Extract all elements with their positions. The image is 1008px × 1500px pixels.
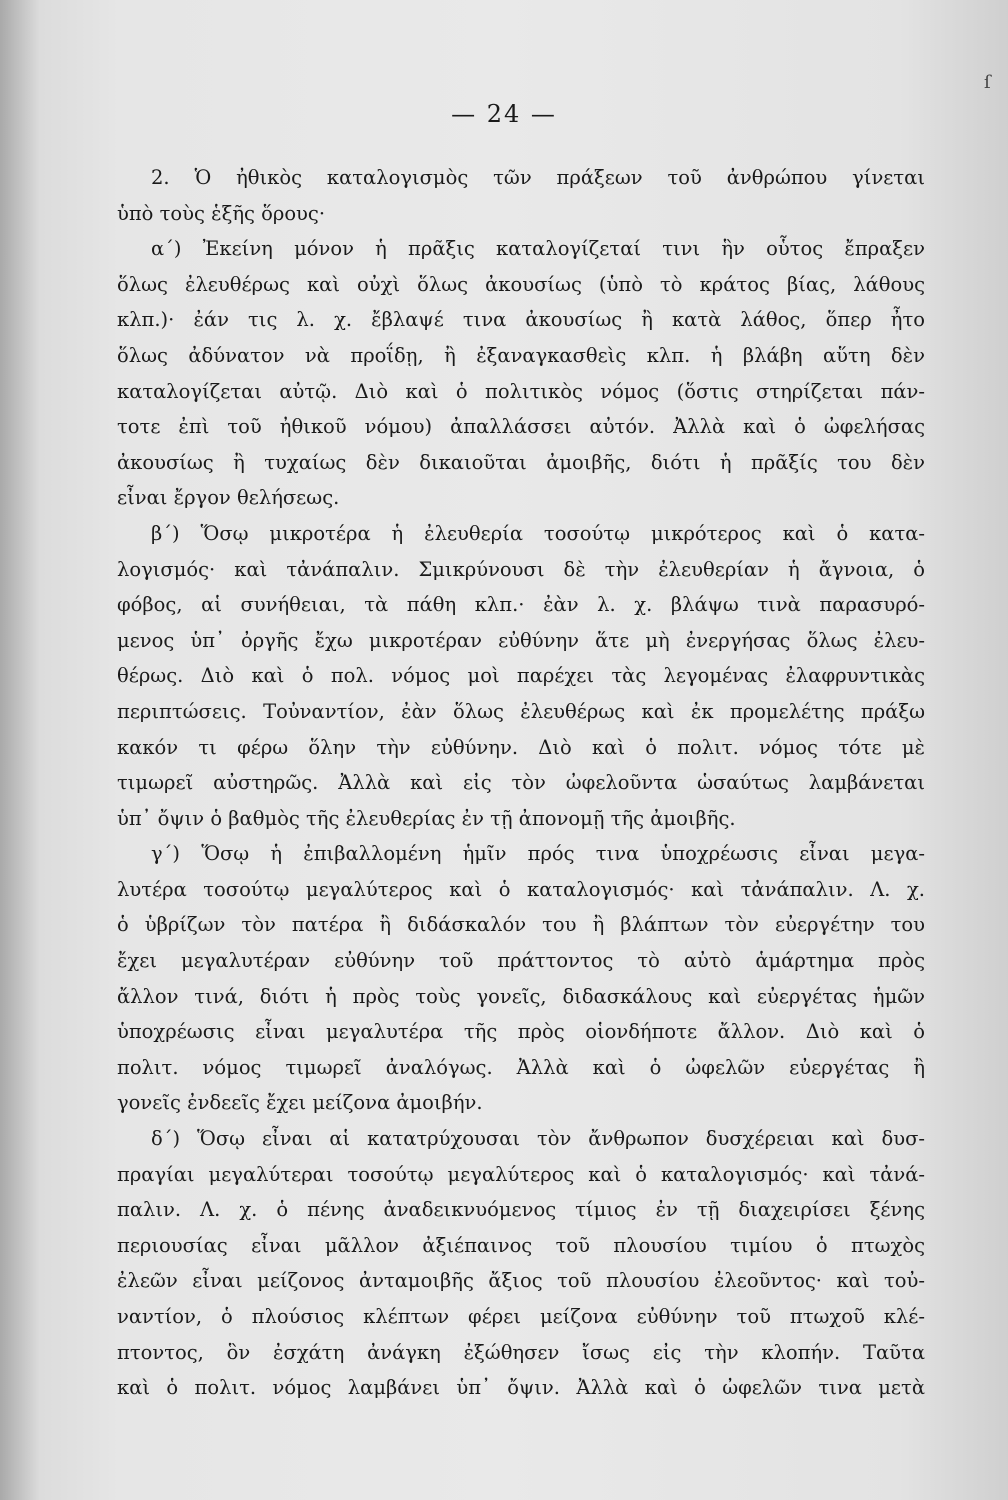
text-line: κλπ.)· ἐάν τις λ. χ. ἔβλαψέ τινα ἀκουσίως ἢ κατὰ λάθος, ὅπερ ἦτο [117,308,925,332]
text-line: περιπτώσεις. Τοὐναντίον, ἐὰν ὅλως ἐλευθέρως καὶ ἐκ προμελέτης πράξω [117,699,925,723]
text-line: φόβος, αἱ συνήθειαι, τὰ πάθη κλπ.· ἐὰν λ. χ. βλάψω τινὰ παρασυρό- [117,593,925,617]
text-line: γονεῖς ἐνδεεῖς ἔχει μείζονα ἀμοιβήν. [117,1091,483,1115]
text-line: α΄) Ἐκείνη μόνον ἡ πρᾶξις καταλογίζεταί τινι ἣν οὗτος ἔπραξεν [151,237,925,261]
text-line: θέρως. Διὸ καὶ ὁ πολ. νόμος μοὶ παρέχει τὰς λεγομένας ἐλαφρυντικὰς [117,664,925,688]
text-line: ὅλως ἐλευθέρως καὶ οὐχὶ ὅλως ἀκουσίως (ὑπὸ τὸ κράτος βίας, λάθους [117,272,925,296]
text-line: ὑπ᾽ ὄψιν ὁ βαθμὸς τῆς ἐλευθερίας ἐν τῇ ἀπονομῇ τῆς ἀμοιβῆς. [117,806,736,830]
text-line: ἔχει μεγαλυτέραν εὐθύνην τοῦ πράττοντος τὸ αὐτὸ ἁμάρτημα πρὸς [117,949,925,973]
body-text [117,160,925,1406]
text-line: πραγίαι μεγαλύτεραι τοσούτῳ μεγαλύτερος καὶ ὁ καταλογισμός· καὶ τἀνά- [117,1162,925,1186]
margin-mark: ſ [984,72,991,93]
text-line: λογισμός· καὶ τἀνάπαλιν. Σμικρύνουσι δὲ τὴν ἐλευθερίαν ἡ ἄγνοια, ὁ [117,557,925,581]
text-line: ὑπὸ τοὺς ἑξῆς ὅρους· [117,201,326,225]
text-line: καταλογίζεται αὐτῷ. Διὸ καὶ ὁ πολιτικὸς νόμος (ὅστις στηρίζεται πάν- [117,379,925,403]
text-line: ὑποχρέωσις εἶναι μεγαλυτέρα τῆς πρὸς οἱονδήποτε ἄλλον. Διὸ καὶ ὁ [117,1020,925,1044]
text-line: ἄλλον τινά, διότι ἡ πρὸς τοὺς γονεῖς, διδασκάλους καὶ εὐεργέτας ἡμῶν [117,984,925,1008]
text-line: κακόν τι φέρω ὅλην τὴν εὐθύνην. Διὸ καὶ ὁ πολιτ. νόμος τότε μὲ [117,735,925,759]
text-line: περιουσίας εἶναι μᾶλλον ἀξιέπαινος τοῦ πλουσίου τιμίου ὁ πτωχὸς [117,1233,925,1257]
text-line: καὶ ὁ πολιτ. νόμος λαμβάνει ὑπ᾽ ὄψιν. Ἀλλὰ καὶ ὁ ὠφελῶν τινα μετὰ [117,1376,925,1400]
text-line: ἐλεῶν εἶναι μείζονος ἀνταμοιβῆς ἄξιος τοῦ πλουσίου ἐλεοῦντος· καὶ τοὐ- [117,1269,925,1293]
text-line: λυτέρα τοσούτῳ μεγαλύτερος καὶ ὁ καταλογισμός· καὶ τἀνάπαλιν. Λ. χ. [117,877,925,901]
text-line: ἀκουσίως ἢ τυχαίως δὲν δικαιοῦται ἀμοιβῆς, διότι ἡ πρᾶξίς του δὲν [117,450,925,474]
text-line: εἶναι ἔργον θελήσεως. [117,486,340,510]
text-line: ναντίον, ὁ πλούσιος κλέπτων φέρει μείζονα εὐθύνην τοῦ πτωχοῦ κλέ- [117,1305,925,1328]
text-line: ὅλως ἀδύνατον νὰ προΐδῃ, ἢ ἐξαναγκασθεὶς κλπ. ἡ βλάβη αὕτη δὲν [117,343,925,367]
text-line: 2. Ὁ ἠθικὸς καταλογισμὸς τῶν πράξεων τοῦ ἀνθρώπου γίνεται [151,166,925,189]
text-line: γ΄) Ὅσῳ ἡ ἐπιβαλλομένη ἡμῖν πρός τινα ὑποχρέωσις εἶναι μεγα- [151,842,925,866]
text-line: πτοντος, ὃν ἐσχάτη ἀνάγκη ἐξώθησεν ἴσως εἰς τὴν κλοπήν. Ταῦτα [117,1340,925,1364]
text-line: τοτε ἐπὶ τοῦ ἠθικοῦ νόμου) ἀπαλλάσσει αὐτόν. Ἀλλὰ καὶ ὁ ὠφελήσας [117,415,925,439]
page-number: — 24 — [451,100,557,128]
text-line: ὁ ὑβρίζων τὸν πατέρα ἢ διδάσκαλόν του ἢ βλάπτων τὸν εὐεργέτην του [117,913,925,937]
text-line: παλιν. Λ. χ. ὁ πένης ἀναδεικνυόμενος τίμιος ἐν τῇ διαχειρίσει ξένης [117,1198,925,1222]
text-line: β΄) Ὅσῳ μικροτέρα ἡ ἐλευθερία τοσούτῳ μικρότερος καὶ ὁ κατα- [151,521,925,545]
text-line: δ΄) Ὅσῳ εἶναι αἱ κατατρύχουσαι τὸν ἄνθρωπον δυσχέρειαι καὶ δυσ- [151,1127,925,1151]
text-line: μενος ὑπ᾽ ὀργῆς ἔχω μικροτέραν εὐθύνην ἅτε μὴ ἐνεργήσας ὅλως ἐλευ- [117,628,925,652]
text-line: πολιτ. νόμος τιμωρεῖ ἀναλόγως. Ἀλλὰ καὶ ὁ ὠφελῶν εὐεργέτας ἢ [117,1055,925,1079]
text-line: τιμωρεῖ αὐστηρῶς. Ἀλλὰ καὶ εἰς τὸν ὠφελοῦντα ὡσαύτως λαμβάνεται [117,771,925,795]
